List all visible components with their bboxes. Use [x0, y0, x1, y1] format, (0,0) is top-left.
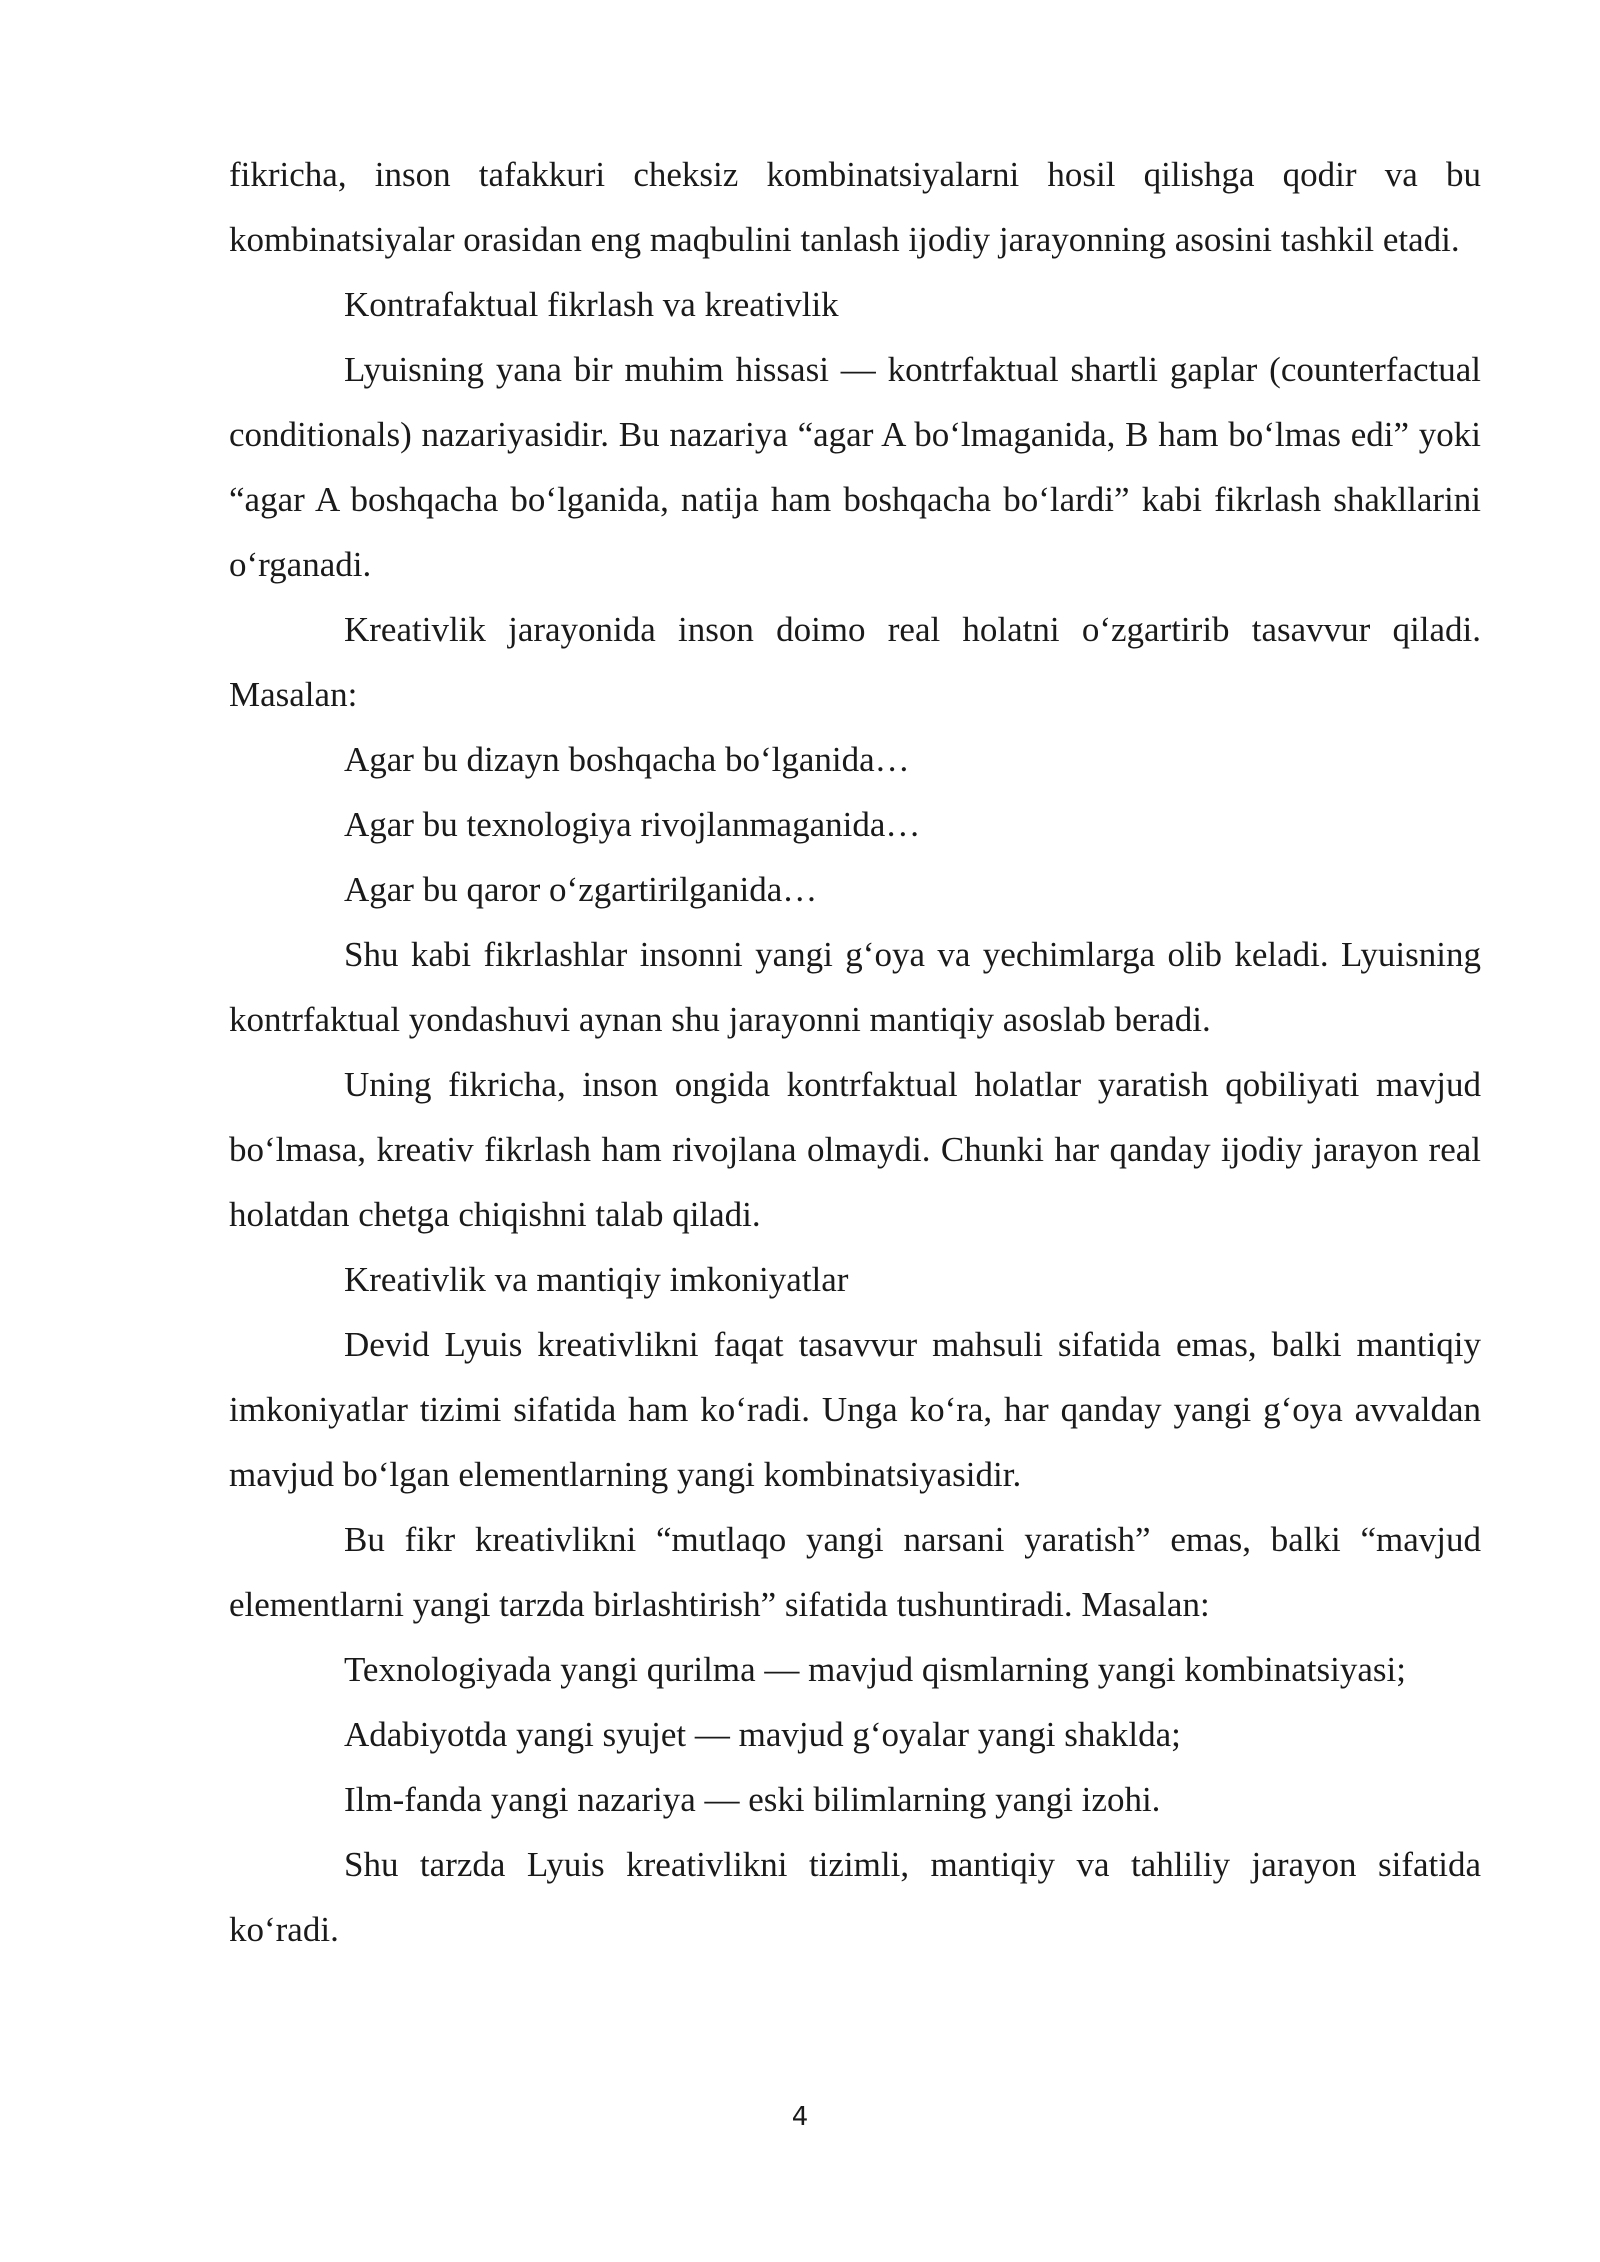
paragraph: Uning fikricha, inson ongida kontrfaktual holatlar yaratish qobiliyati mavjud boʻlmasa, kreativ fikrlash ham rivojlana olmaydi. Chunki har qanday ijodiy jarayon real holatdan chetga chiqishni talab qiladi. [229, 1065, 1481, 1234]
paragraph-continuation: fikricha, inson tafakkuri cheksiz kombinatsiyalarni hosil qilishga qodir va bu kombinatsiyalar orasidan eng maqbulini tanlash ijodiy jarayonning asosini tashkil etadi. [229, 155, 1481, 259]
section-heading-counterfactual: Kontrafaktual fikrlash va kreativlik [344, 285, 839, 324]
example-line: Agar bu dizayn boshqacha boʻlganida… [344, 740, 910, 779]
example-line: Agar bu qaror oʻzgartirilganida… [344, 870, 818, 909]
paragraph: Shu kabi fikrlashlar insonni yangi gʻoya va yechimlarga olib keladi. Lyuisning kontrfaktual yondashuvi aynan shu jarayonni mantiqiy asoslab beradi. [229, 935, 1481, 1039]
section-heading-logical-possibilities: Kreativlik va mantiqiy imkoniyatlar [344, 1260, 849, 1299]
example-line: Adabiyotda yangi syujet — mavjud gʻoyalar yangi shaklda; [344, 1715, 1181, 1754]
paragraph: Devid Lyuis kreativlikni faqat tasavvur mahsuli sifatida emas, balki mantiqiy imkoniyatlar tizimi sifatida ham koʻradi. Unga koʻra, har qanday yangi gʻoya avvaldan mavjud boʻlgan elementlarning yangi kombinatsiyasidir. [229, 1325, 1481, 1494]
page-number: 4 [791, 2102, 809, 2132]
example-line: Ilm-fanda yangi nazariya — eski bilimlarning yangi izohi. [344, 1780, 1161, 1819]
paragraph: Bu fikr kreativlikni “mutlaqo yangi narsani yaratish” emas, balki “mavjud elementlarni yangi tarzda birlashtirish” sifatida tushuntiradi. Masalan: [229, 1520, 1481, 1624]
paragraph: Kreativlik jarayonida inson doimo real holatni oʻzgartirib tasavvur qiladi. Masalan: [229, 610, 1481, 714]
body-text [229, 142, 1481, 1962]
paragraph: Shu tarzda Lyuis kreativlikni tizimli, mantiqiy va tahliliy jarayon sifatida koʻradi. [229, 1845, 1481, 1949]
example-line: Texnologiyada yangi qurilma — mavjud qismlarning yangi kombinatsiyasi; [344, 1650, 1406, 1689]
paragraph: Lyuisning yana bir muhim hissasi — kontrfaktual shartli gaplar (counterfactual conditionals) nazariyasidir. Bu nazariya “agar A boʻlmaganida, B ham boʻlmas edi” yoki “agar A boshqacha boʻlganida, natija ham boshqacha boʻlardi” kabi fikrlash shakllarini oʻrganadi. [229, 350, 1481, 584]
example-line: Agar bu texnologiya rivojlanmaganida… [344, 805, 921, 844]
